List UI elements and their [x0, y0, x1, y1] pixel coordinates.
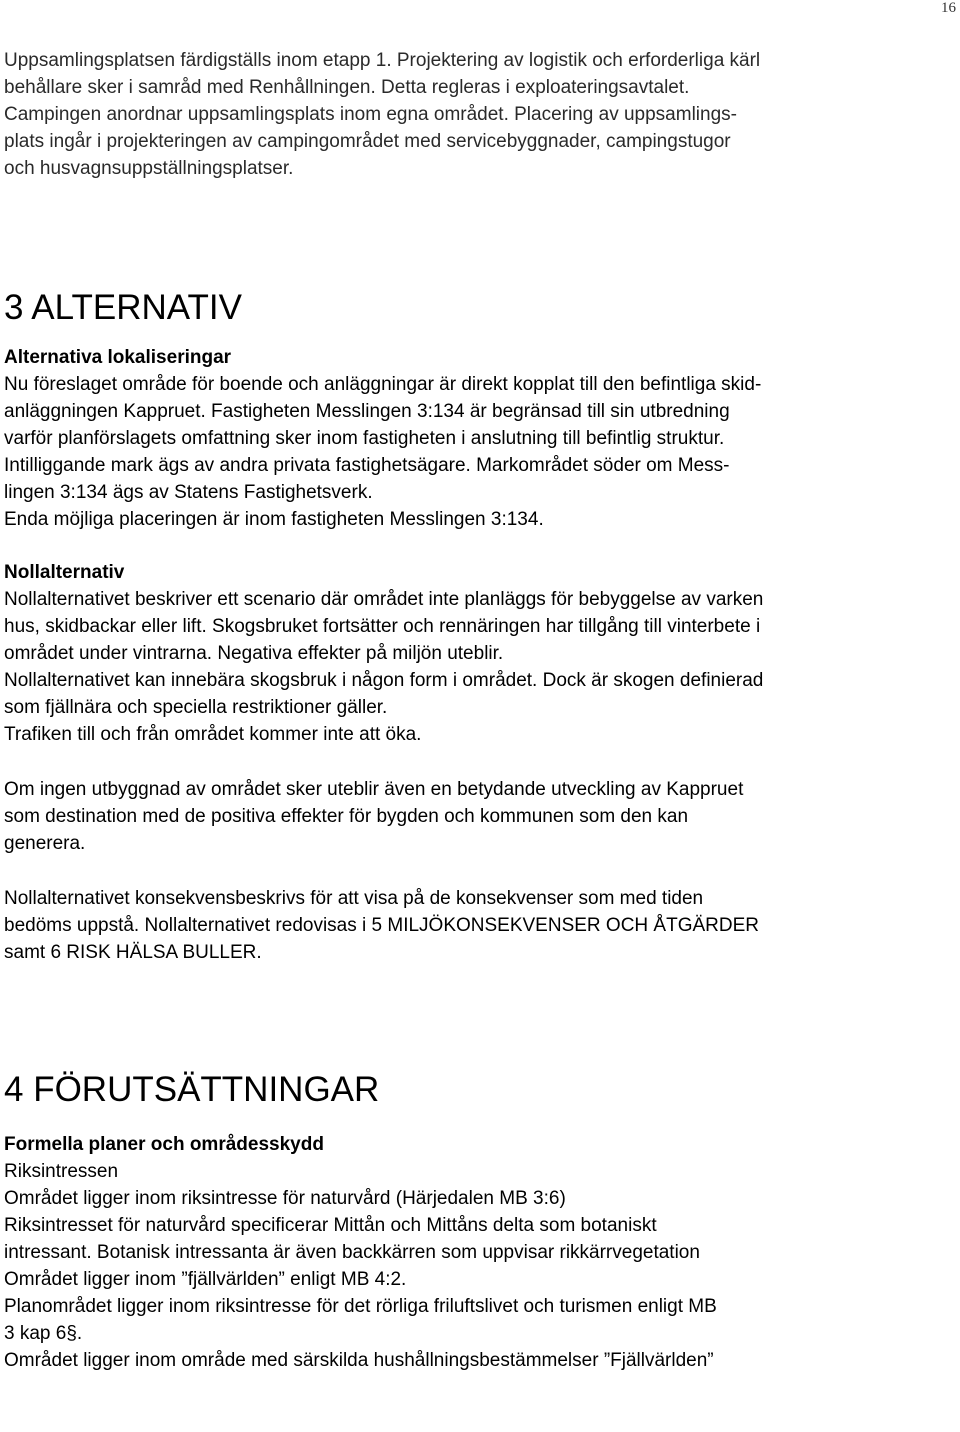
text-line: Området ligger inom ”fjällvärlden” enligt MB 4:2. [4, 1269, 407, 1290]
text-line: intressant. Botanisk intressanta är även backkärren som uppvisar rikkärrvegetation [4, 1242, 700, 1263]
text-line: Nollalternativet beskriver ett scenario där området inte planläggs för bebyggelse av varken [4, 589, 764, 610]
text-line: samt 6 RISK HÄLSA BULLER. [4, 942, 262, 963]
text-line: varför planförslagets omfattning sker inom fastigheten i anslutning till befintlig struktur. [4, 428, 725, 449]
text-line: Uppsamlingsplatsen färdigställs inom etapp 1. Projektering av logistik och erforderliga kärl [4, 50, 761, 71]
text-line: Planområdet ligger inom riksintresse för det rörliga friluftslivet och turismen enligt MB [4, 1296, 717, 1317]
text-line: bedöms uppstå. Nollalternativet redovisas i 5 MILJÖKONSEKVENSER OCH ÅTGÄRDER [4, 915, 759, 936]
text-line: Nollalternativet konsekvensbeskrivs för att visa på de konsekvenser som med tiden [4, 888, 704, 909]
text-line: behållare sker i samråd med Renhållningen. Detta regleras i exploateringsavtalet. [4, 77, 690, 98]
paragraph-utbyggnad [4, 776, 956, 857]
subsection-title: Alternativa lokaliseringar [4, 347, 232, 368]
text-line: lingen 3:134 ägs av Statens Fastighetsverk. [4, 482, 373, 503]
text-line: Nollalternativet kan innebära skogsbruk i någon form i området. Dock är skogen definierad [4, 670, 764, 691]
text-line: Enda möjliga placeringen är inom fastigheten Messlingen 3:134. [4, 509, 544, 530]
text-line: Om ingen utbyggnad av området sker uteblir även en betydande utveckling av Kappruet [4, 779, 744, 800]
text-line: Nu föreslaget område för boende och anläggningar är direkt kopplat till den befintliga skid- [4, 374, 762, 395]
text-line: som fjällnära och speciella restriktioner gäller. [4, 697, 388, 718]
subsection-title: Nollalternativ [4, 562, 125, 583]
text-line: Campingen anordnar uppsamlingsplats inom egna området. Placering av uppsamlings- [4, 104, 737, 125]
page-number: 16 [941, 0, 956, 16]
nollalternativ [4, 559, 956, 748]
paragraph-konsekvens [4, 885, 956, 966]
text-line: Området ligger inom område med särskilda hushållningsbestämmelser ”Fjällvärlden” [4, 1350, 714, 1371]
alternativa-lokaliseringar [4, 344, 956, 533]
text-line: som destination med de positiva effekter för bygden och kommunen som den kan [4, 806, 689, 827]
text-line: 3 kap 6§. [4, 1323, 83, 1344]
text-line: Riksintresset för naturvård specificerar Mittån och Mittåns delta som botaniskt [4, 1215, 657, 1236]
text-line: hus, skidbackar eller lift. Skogsbruket fortsätter och rennäringen har tillgång till vinterbete i [4, 616, 761, 637]
text-line: Trafiken till och från området kommer inte att öka. [4, 724, 422, 745]
text-line: området under vintrarna. Negativa effekter på miljön uteblir. [4, 643, 504, 664]
document-body [4, 47, 956, 1374]
section-heading-alternativ: 3 ALTERNATIV [4, 288, 242, 327]
text-line: generera. [4, 833, 86, 854]
text-line: och husvagnsuppställningsplatser. [4, 158, 294, 179]
text-line: anläggningen Kappruet. Fastigheten Messlingen 3:134 är begränsad till sin utbredning [4, 401, 730, 422]
text-line: Området ligger inom riksintresse för naturvård (Härjedalen MB 3:6) [4, 1188, 566, 1209]
formella-planer [4, 1131, 956, 1374]
text-line: Intilliggande mark ägs av andra privata fastighetsägare. Markområdet söder om Mess- [4, 455, 730, 476]
text-line: Riksintressen [4, 1161, 119, 1182]
intro-paragraph [4, 47, 956, 182]
text-line: plats ingår i projekteringen av campingområdet med servicebyggnader, campingstugor [4, 131, 731, 152]
section-heading-forutsattningar: 4 FÖRUTSÄTTNINGAR [4, 1070, 380, 1109]
subsection-title: Formella planer och områdesskydd [4, 1134, 324, 1155]
